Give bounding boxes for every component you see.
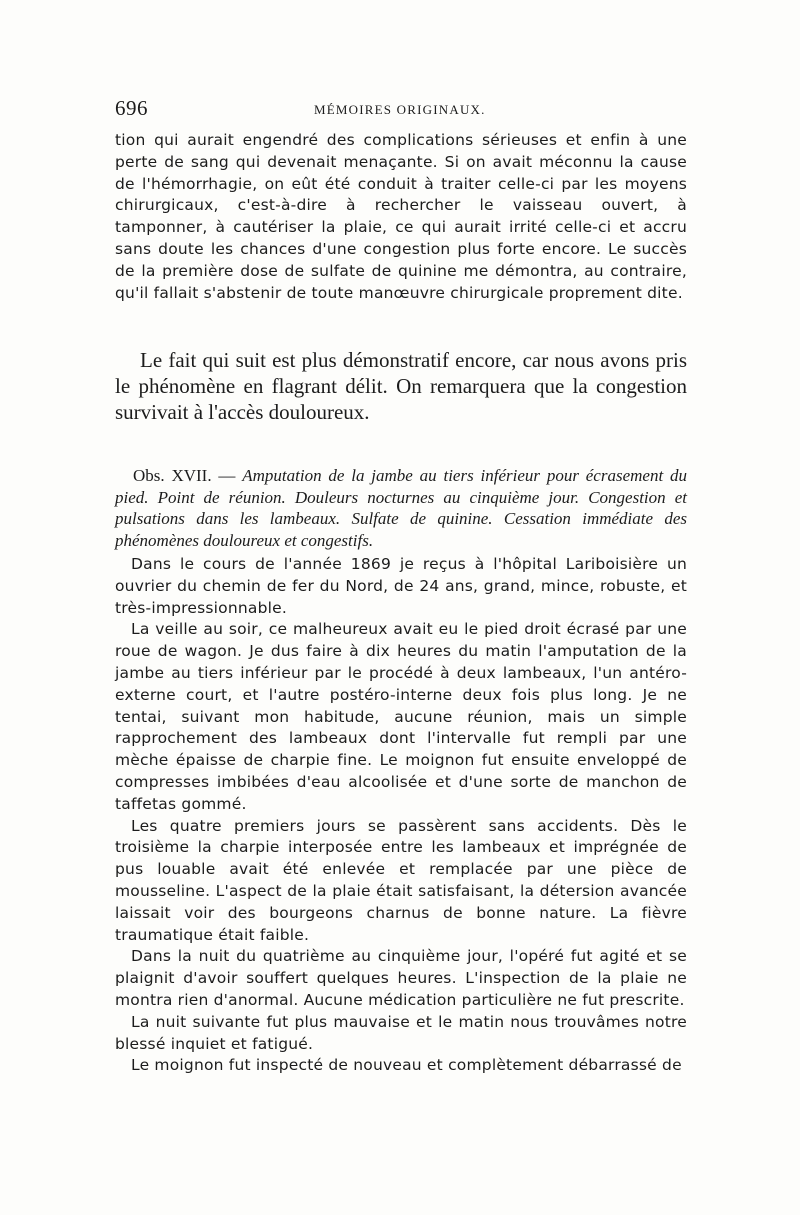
intro-block [115, 130, 687, 304]
narrative-paragraph: La nuit suivante fut plus mauvaise et le matin nous trouvâmes notre blessé inquiet et fatigué. [115, 1012, 687, 1053]
running-title: MÉMOIRES ORIGINAUX. [314, 102, 486, 117]
page-header [115, 96, 687, 126]
narrative-paragraph: Dans le cours de l'année 1869 je reçus à l'hôpital Lariboisière un ouvrier du chemin de fer du Nord, de 24 ans, grand, mince, robuste, et très-impressionnable. [115, 555, 687, 617]
large-type-paragraph: Le fait qui suit est plus démonstratif encore, car nous avons pris le phénomène en flagrant délit. On remarquera que la congestion survivait à l'accès douloureux. [115, 348, 687, 424]
observation-label: Obs. XVII. [133, 466, 212, 485]
large-type-block [115, 347, 687, 425]
observation-heading-block [115, 465, 687, 551]
narrative-paragraph: La veille au soir, ce malheureux avait eu le pied droit écrasé par une roue de wagon. Je dus faire à dix heures du matin l'amputation de la jambe au tiers inférieur par le procédé à deux lambeaux, l'un antéro-externe court, et l'autre postéro-interne deux fois plus long. Je ne tentai, suivant mon habitude, aucune réunion, mais un simple rapprochement des lambeaux dont l'intervalle fut rempli par une mèche épaisse de charpie fine. Le moignon fut ensuite enveloppé de compresses imbibées d'eau alcoolisée et d'une sorte de manchon de taffetas gommé. [115, 620, 687, 813]
narrative-paragraph: Le moignon fut inspecté de nouveau et complètement débarrassé de [131, 1056, 682, 1075]
observation-separator: — [211, 466, 243, 485]
narrative-block [115, 554, 687, 1077]
intro-paragraph: tion qui aurait engendré des complications sérieuses et enfin à une perte de sang qui devenait menaçante. Si on avait méconnu la cause de l'hémorrhagie, on eût été conduit à traiter celle-ci par les moyens chirurgicaux, c'est-à-dire à rechercher le vaisseau ouvert, à tamponner, à cautériser la plaie, ce qui aurait irrité celle-ci et accru sans doute les chances d'une congestion plus forte encore. Le succès de la première dose de sulfate de quinine me démontra, au contraire, qu'il fallait s'abstenir de toute manœuvre chirurgicale proprement dite. [115, 131, 687, 302]
observation-title: Amputation de la jambe au tiers inférieur pour écrasement du pied. Point de réunion. Douleurs nocturnes au cinquième jour. Congestion et pulsations dans les lambeaux. Sulfate de quinine. Cessation immédiate des phénomènes douloureux et congestifs. [115, 466, 687, 550]
narrative-paragraph: Dans la nuit du quatrième au cinquième jour, l'opéré fut agité et se plaignit d'avoir souffert quelques heures. L'inspection de la plaie ne montra rien d'anormal. Aucune médication particulière ne fut prescrite. [115, 947, 687, 1009]
page-number: 696 [115, 96, 148, 120]
narrative-paragraph: Les quatre premiers jours se passèrent sans accidents. Dès le troisième la charpie interposée entre les lambeaux et imprégnée de pus louable avait été enlevée et remplacée par une pièce de mousseline. L'aspect de la plaie était satisfaisant, la détersion avancée laissait voir des bourgeons charnus de bonne nature. La fièvre traumatique était faible. [115, 816, 687, 944]
observation-heading [115, 465, 687, 551]
